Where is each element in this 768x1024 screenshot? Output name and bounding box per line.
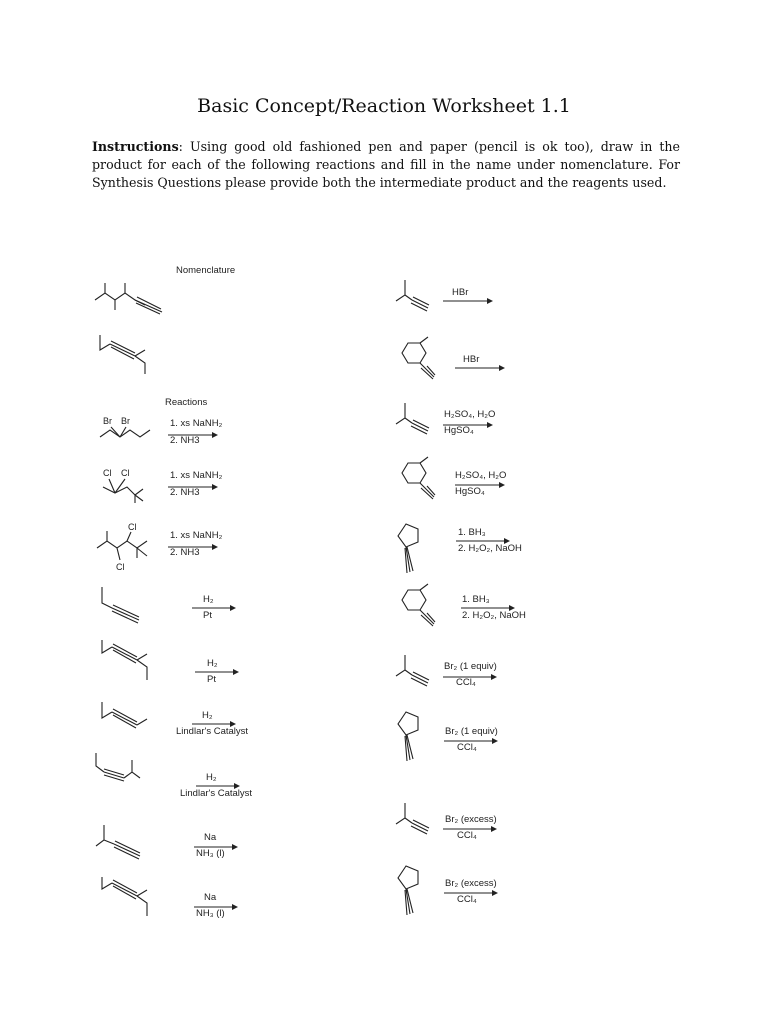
reaction-arrow-right-3 (443, 421, 493, 429)
reagents-right-7: Br₂ (1 equiv) CCl₄ (444, 661, 497, 688)
reaction-arrow-left-7 (196, 782, 240, 790)
reaction-arrow-right-7 (443, 673, 497, 681)
alkyne-reactant-r3 (392, 400, 437, 435)
reagents-left-8: Na NH₃ (l) (196, 832, 225, 859)
reagents-right-4: H₂SO₄, H₂O HgSO₄ (455, 470, 507, 497)
reagents-right-8: Br₂ (1 equiv) CCl₄ (445, 726, 498, 753)
instructions-label: Instructions (92, 139, 179, 154)
reaction-arrow-right-2 (455, 364, 505, 372)
reaction-arrow-left-9 (194, 903, 238, 911)
reagents-left-9: Na NH₃ (l) (196, 892, 225, 919)
reaction-arrow-right-8 (444, 737, 498, 745)
instructions-text: : Using good old fashioned pen and paper (pencil is ok too), draw in the product for each of the following reactions and fill in the name under nomenclature. For Synthesis Questions please provide both the intermediate product and the reagents used. (92, 139, 680, 190)
alkyne-reactant-4 (92, 583, 152, 628)
reagents-left-7: H₂ Lindlar's Catalyst (180, 772, 253, 799)
cyclohexyl-alkyne-r2 (390, 335, 450, 385)
reagents-right-9: Br₂ (excess) CCl₄ (445, 814, 497, 841)
alkyne-reactant-7 (92, 748, 152, 798)
cyclopentyl-alkyne-r8 (392, 708, 432, 768)
dichloride-reactant-2 (95, 465, 155, 505)
chlorine-atom-label: Cl (128, 522, 137, 532)
reactions-heading: Reactions (165, 397, 208, 408)
reagents-left-1: 1. xs NaNH₂ 2. NH3 (170, 418, 223, 446)
nomenclature-heading: Nomenclature (176, 265, 236, 276)
reagents-left-6: H₂ Lindlar's Catalyst (176, 710, 249, 737)
cyclopentyl-alkyne-r10 (392, 862, 432, 922)
reagents-left-4: H₂ Pt (203, 594, 214, 621)
bromine-atom-label: Br (121, 416, 130, 426)
reaction-arrow-left-4 (192, 604, 236, 612)
reagents-right-6: 1. BH₃ 2. H₂O₂, NaOH (462, 594, 526, 621)
reaction-arrow-left-6 (192, 720, 236, 728)
dichloride-reactant-3 (92, 520, 162, 572)
chlorine-atom-label: Cl (121, 468, 130, 478)
reagents-left-5: H₂ Pt (207, 658, 218, 685)
alkyne-reactant-6 (92, 698, 157, 746)
reaction-arrow-left-5 (195, 668, 239, 676)
reaction-arrow-right-4 (455, 481, 505, 489)
reaction-arrow-right-9 (443, 825, 497, 833)
reagents-left-3: 1. xs NaNH₂ 2. NH3 (170, 530, 223, 558)
bromine-atom-label: Br (103, 416, 112, 426)
reaction-arrow-right-6 (461, 604, 515, 612)
alkyne-reactant-r1 (392, 277, 437, 312)
alkyne-reactant-8 (92, 820, 152, 865)
reaction-arrow-left-8 (194, 843, 238, 851)
reagents-right-3: H₂SO₄, H₂O HgSO₄ (444, 409, 496, 436)
worksheet-title: Basic Concept/Reaction Worksheet 1.1 (197, 95, 571, 117)
cyclohexyl-alkyne-r6 (390, 582, 450, 632)
alkyne-reactant-r9 (392, 800, 437, 835)
dibromide-reactant-1 (95, 415, 165, 445)
reaction-arrow-right-5 (456, 537, 510, 545)
reagents-right-1: HBr (452, 287, 469, 298)
reagents-right-5: 1. BH₃ 2. H₂O₂, NaOH (458, 527, 522, 554)
alkyne-reactant-9 (92, 872, 162, 927)
reagents-left-2: 1. xs NaNH₂ 2. NH3 (170, 470, 223, 498)
alkyne-reactant-r7 (392, 652, 437, 687)
cyclopentyl-alkyne-r5 (392, 520, 432, 580)
reaction-arrow-left-3 (168, 543, 218, 551)
cyclohexyl-alkyne-r4 (390, 455, 450, 505)
nomenclature-molecule-2 (90, 330, 160, 380)
nomenclature-molecule-1 (90, 278, 170, 320)
reaction-arrow-right-10 (444, 889, 498, 897)
reaction-arrow-left-1 (168, 431, 218, 439)
reagents-right-2: HBr (463, 354, 480, 365)
chlorine-atom-label: Cl (103, 468, 112, 478)
instructions-paragraph (92, 138, 680, 192)
reagents-right-10: Br₂ (excess) CCl₄ (445, 878, 497, 905)
chlorine-atom-label: Cl (116, 562, 125, 572)
reaction-arrow-left-2 (168, 483, 218, 491)
reaction-arrow-right-1 (443, 297, 493, 305)
alkyne-reactant-5 (92, 635, 162, 690)
